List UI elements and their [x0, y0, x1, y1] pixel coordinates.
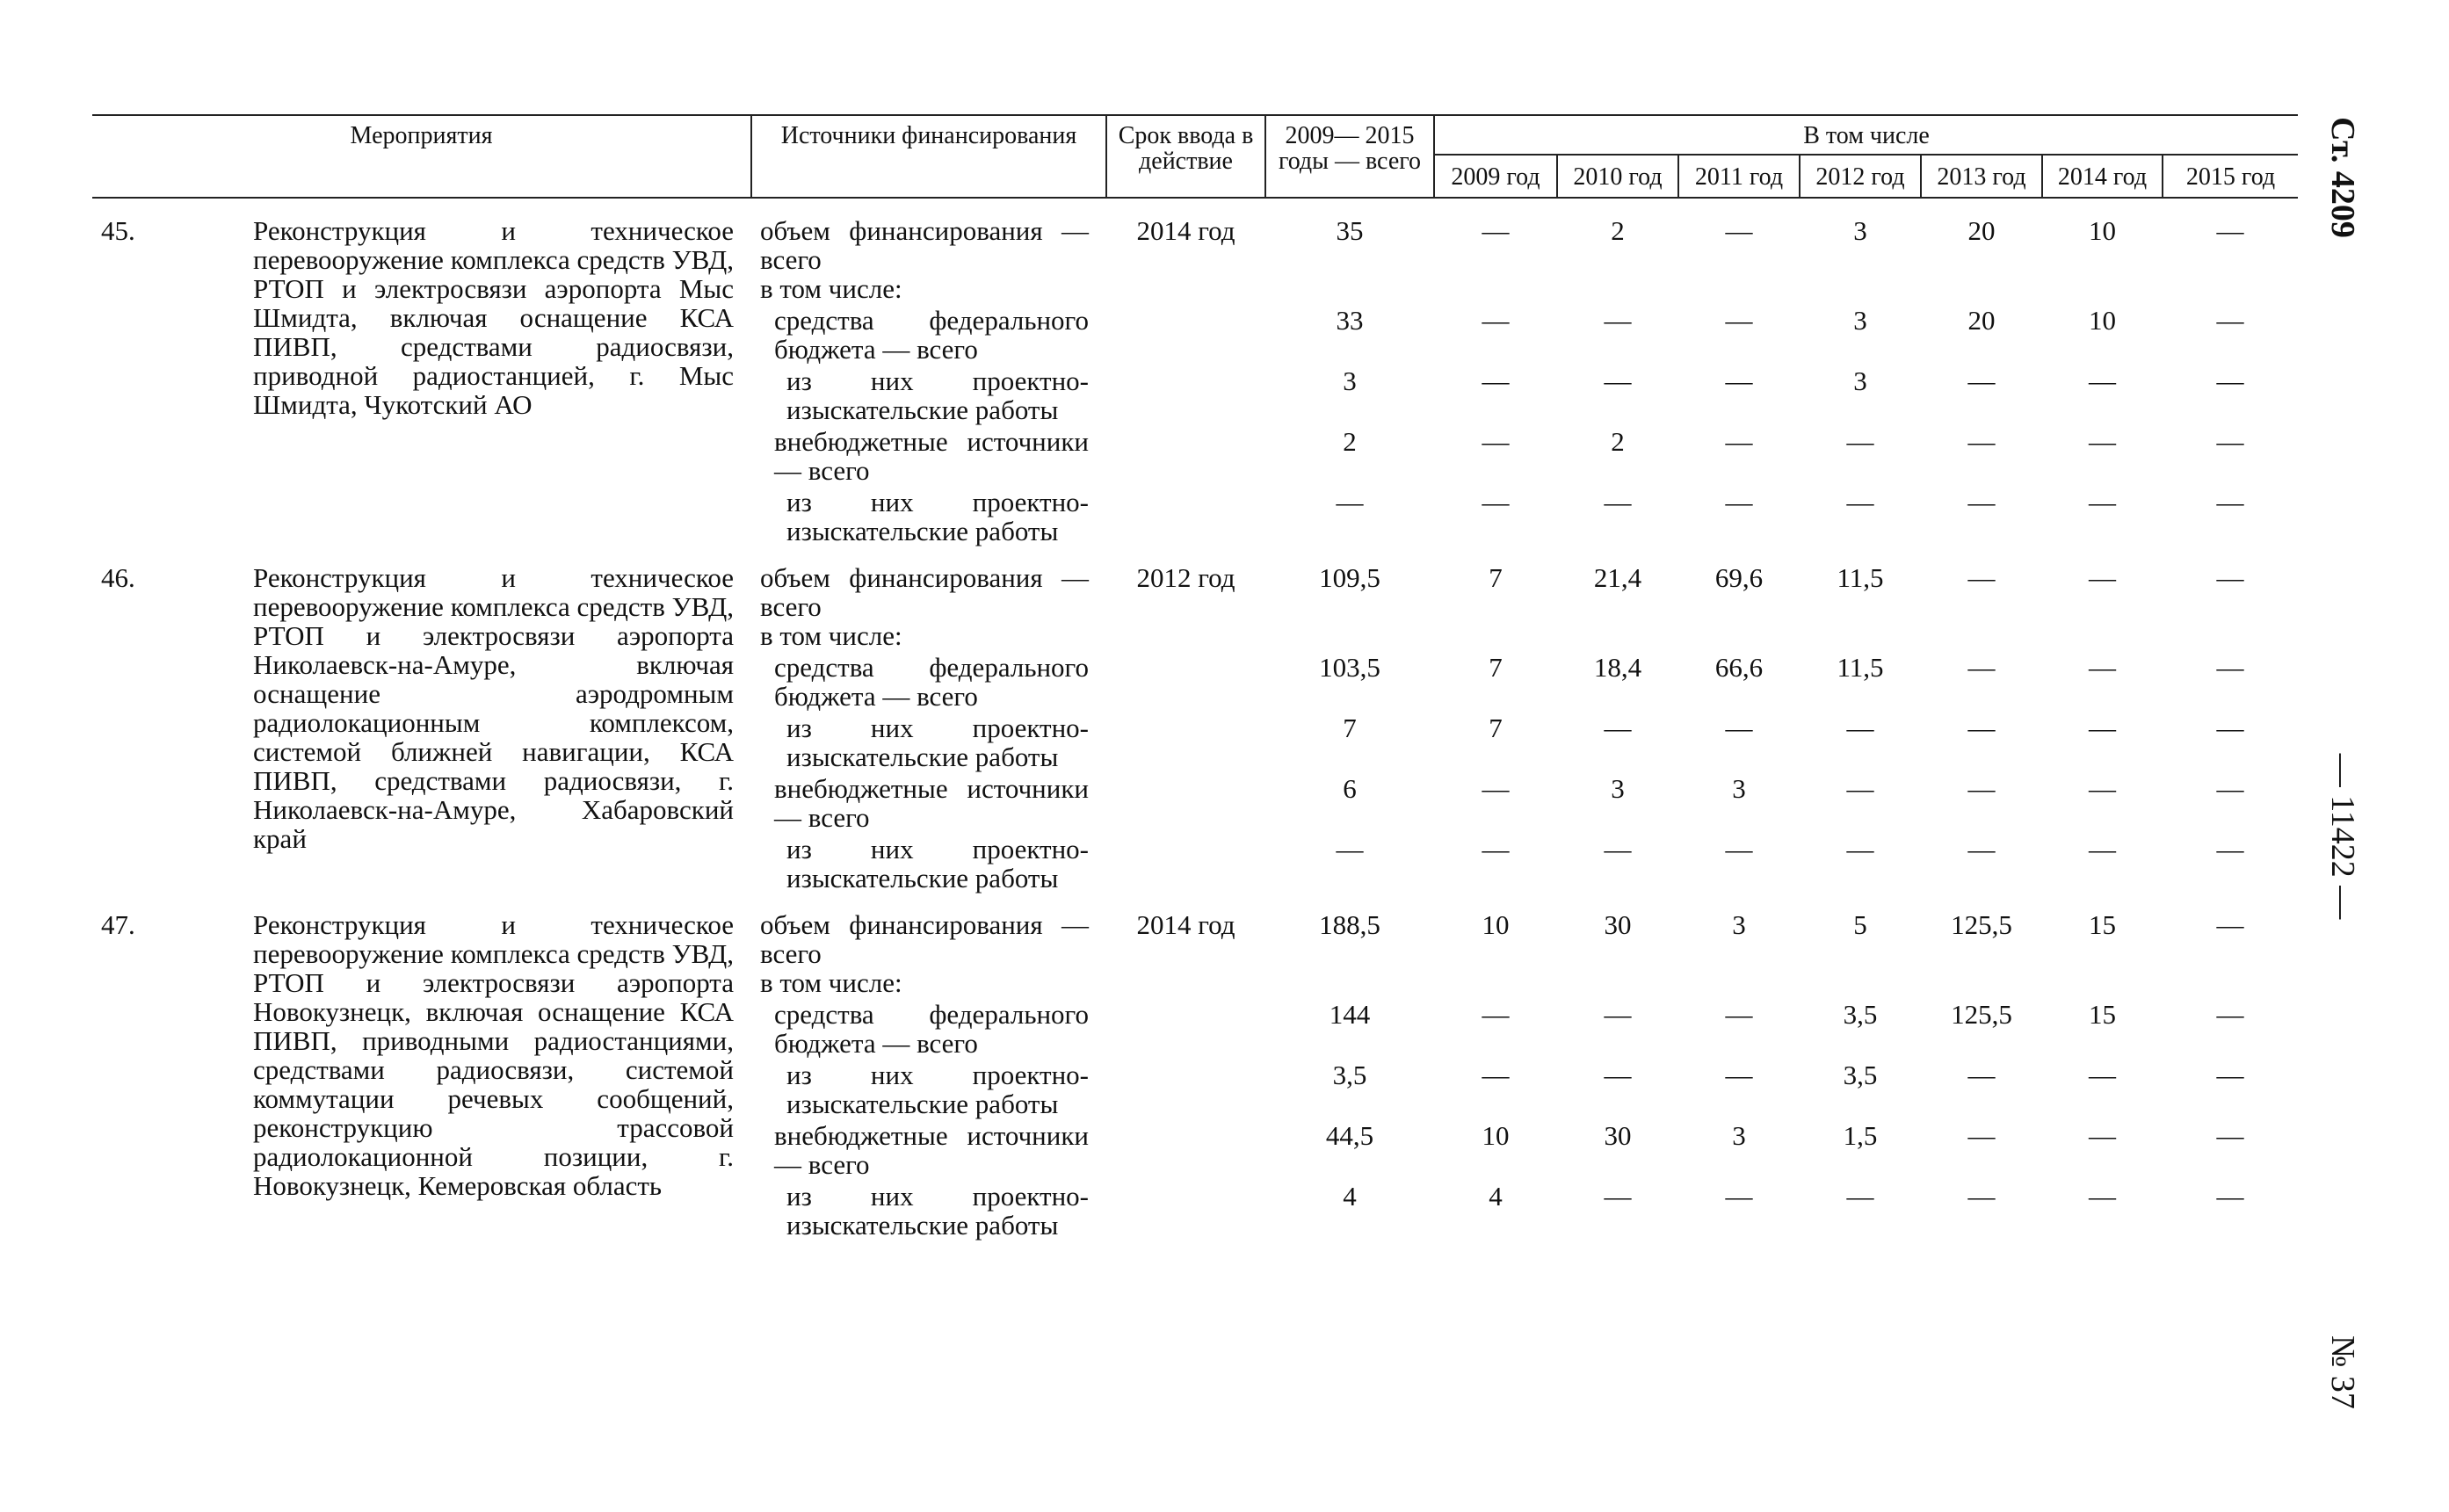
- year-value-empty: [1800, 621, 1921, 650]
- funding-source-label: в том числе:: [760, 967, 902, 998]
- commissioning-term: 2014 год: [1136, 215, 1235, 246]
- funding-source: [751, 893, 1106, 968]
- year-value: 7: [1489, 713, 1503, 743]
- header-events: Мероприятия: [92, 115, 751, 198]
- issue-number: № 37: [2324, 1335, 2361, 1409]
- year-value: 3: [1732, 909, 1746, 940]
- year-value-empty: [1678, 621, 1800, 650]
- header-year: 2015 год: [2163, 155, 2298, 198]
- year-value: 11,5: [1837, 562, 1884, 593]
- year-value: —: [2089, 365, 2116, 396]
- header-year: 2012 год: [1800, 155, 1921, 198]
- year-value: —: [1604, 365, 1632, 396]
- year-value: —: [1846, 1181, 1874, 1212]
- year-value: —: [1604, 999, 1632, 1030]
- commissioning-term-empty: [1106, 711, 1265, 771]
- year-value: —: [2216, 426, 2244, 457]
- funding-source: [751, 968, 1106, 997]
- year-value-empty: [1800, 968, 1921, 997]
- year-value: —: [1482, 773, 1510, 804]
- table-body: [92, 198, 2298, 1240]
- year-value: 3: [1853, 215, 1867, 246]
- year-value: 3: [1853, 305, 1867, 336]
- funding-source: [751, 485, 1106, 546]
- year-value: —: [2216, 834, 2244, 865]
- funding-source: [751, 621, 1106, 650]
- year-value: —: [1967, 1181, 1996, 1212]
- year-value: —: [1967, 426, 1996, 457]
- year-value: —: [2216, 652, 2244, 683]
- item-number: 46.: [101, 562, 135, 593]
- year-value: 18,4: [1593, 652, 1642, 683]
- year-value: —: [2089, 713, 2116, 743]
- year-value: —: [1967, 1120, 1996, 1151]
- total-value: 144: [1329, 999, 1371, 1030]
- page-number: — 11422 —: [2324, 753, 2361, 920]
- year-value: —: [1725, 834, 1753, 865]
- total-value: 35: [1336, 215, 1364, 246]
- year-value-empty: [1800, 274, 1921, 303]
- year-value: —: [1482, 215, 1510, 246]
- year-value: —: [1846, 426, 1874, 457]
- commissioning-term-empty: [1106, 771, 1265, 832]
- year-value: —: [1482, 305, 1510, 336]
- year-value: —: [2216, 1120, 2244, 1151]
- year-value: —: [1967, 713, 1996, 743]
- funding-source: [751, 364, 1106, 424]
- year-value-empty: [2163, 621, 2298, 650]
- total-value: 4: [1343, 1181, 1357, 1212]
- year-value: —: [1725, 365, 1753, 396]
- year-value: 10: [2089, 305, 2116, 336]
- commissioning-term-empty: [1106, 650, 1265, 711]
- table-row: [92, 546, 2298, 621]
- commissioning-term-empty: [1106, 274, 1265, 303]
- funding-source-label: из них проектно-изыскательские работы: [786, 365, 1089, 425]
- total-value: 103,5: [1319, 652, 1380, 683]
- funding-source: [751, 1118, 1106, 1179]
- header-year: 2014 год: [2042, 155, 2163, 198]
- funding-source-label: из них проектно-изыскательские работы: [786, 713, 1089, 772]
- commissioning-term: 2014 год: [1136, 909, 1235, 940]
- year-value-empty: [1434, 621, 1557, 650]
- commissioning-term-empty: [1106, 303, 1265, 364]
- total-value: 6: [1343, 773, 1357, 804]
- funding-source-label: объем финансирования — всего: [760, 215, 1089, 275]
- year-value: 15: [2089, 999, 2116, 1030]
- year-value: —: [2089, 487, 2116, 517]
- year-value: —: [1967, 1060, 1996, 1090]
- funding-source-label: средства федерального бюджета — всего: [774, 305, 1089, 365]
- year-value: 2: [1611, 426, 1625, 457]
- funding-source-label: объем финансирования — всего: [760, 909, 1089, 969]
- year-value-empty: [2042, 621, 2163, 650]
- header-term: Срок ввода в действие: [1106, 115, 1265, 198]
- year-value: 10: [1482, 1120, 1510, 1151]
- year-value-empty: [1678, 968, 1800, 997]
- funding-source-label: из них проектно-изыскательские работы: [786, 487, 1089, 546]
- year-value: —: [2089, 1181, 2116, 1212]
- item-number: 47.: [101, 909, 135, 940]
- year-value: —: [1725, 426, 1753, 457]
- total-value-empty: [1265, 968, 1434, 997]
- year-value: —: [1482, 426, 1510, 457]
- year-value: 7: [1489, 652, 1503, 683]
- total-value: 188,5: [1319, 909, 1380, 940]
- year-value: —: [1604, 1060, 1632, 1090]
- funding-source: [751, 198, 1106, 274]
- funding-source-label: внебюджетные источники — всего: [774, 1120, 1089, 1180]
- year-value: —: [2216, 713, 2244, 743]
- year-value: 30: [1604, 1120, 1632, 1151]
- year-value: —: [2089, 834, 2116, 865]
- year-value: 5: [1853, 909, 1867, 940]
- year-value: —: [2089, 773, 2116, 804]
- year-value: 125,5: [1951, 999, 2012, 1030]
- item-description: Реконструкция и техническое перевооружение комплекса средств УВД, РТОП и электросвязи аэропорта Мыс Шмидта, включая оснащение КСА ПИВП, средствами радиосвязи, приводной радиостанцией, г. Мыс Шмидта, Чукотский АО: [253, 215, 734, 420]
- year-value: —: [1725, 1060, 1753, 1090]
- funding-source-label: в том числе:: [760, 273, 902, 304]
- year-value: 3,5: [1843, 999, 1878, 1030]
- header-sources: Источники финансирования: [751, 115, 1106, 198]
- year-value-empty: [2042, 274, 2163, 303]
- year-value: 125,5: [1951, 909, 2012, 940]
- year-value: —: [2216, 215, 2244, 246]
- year-value-empty: [2163, 968, 2298, 997]
- year-value: —: [1604, 487, 1632, 517]
- funding-source-label: в том числе:: [760, 620, 902, 651]
- funding-source-label: из них проектно-изыскательские работы: [786, 834, 1089, 893]
- year-value: —: [1846, 834, 1874, 865]
- header-including: В том числе: [1434, 115, 2298, 155]
- year-value: —: [2216, 773, 2244, 804]
- year-value-empty: [2042, 968, 2163, 997]
- table-header: [92, 115, 2298, 198]
- year-value: —: [2216, 487, 2244, 517]
- commissioning-term-empty: [1106, 424, 1265, 485]
- funding-source: [751, 650, 1106, 711]
- page-reference: Ст. 4209: [2324, 117, 2361, 238]
- year-value: —: [1725, 305, 1753, 336]
- year-value: —: [1482, 999, 1510, 1030]
- year-value-empty: [1557, 621, 1678, 650]
- year-value: —: [2216, 909, 2244, 940]
- commissioning-term-empty: [1106, 997, 1265, 1058]
- year-value: —: [1604, 713, 1632, 743]
- year-value: 15: [2089, 909, 2116, 940]
- year-value: —: [1604, 1181, 1632, 1212]
- total-value: 7: [1343, 713, 1357, 743]
- year-value-empty: [1678, 274, 1800, 303]
- item-description: Реконструкция и техническое перевооружение комплекса средств УВД, РТОП и электросвязи аэропорта Николаевск-на-Амуре, включая оснащение аэродромным радиолокационным комплексом, системой ближней навигации, КСА ПИВП, средствами радиосвязи, г. Николаевск-на-Амуре, Хабаровский край: [253, 562, 734, 854]
- funding-source: [751, 303, 1106, 364]
- funding-source-label: средства федерального бюджета — всего: [774, 999, 1089, 1059]
- commissioning-term-empty: [1106, 485, 1265, 546]
- commissioning-term-empty: [1106, 968, 1265, 997]
- funding-source-label: внебюджетные источники — всего: [774, 773, 1089, 833]
- total-value: 3: [1343, 365, 1357, 396]
- header-total: 2009— 2015 годы — всего: [1265, 115, 1434, 198]
- commissioning-term: 2012 год: [1136, 562, 1235, 593]
- total-value: 3,5: [1332, 1060, 1367, 1090]
- year-value: —: [2216, 305, 2244, 336]
- year-value: —: [2089, 1060, 2116, 1090]
- year-value: —: [1967, 652, 1996, 683]
- year-value: —: [1482, 487, 1510, 517]
- year-value: 7: [1489, 562, 1503, 593]
- commissioning-term-empty: [1106, 1058, 1265, 1118]
- funding-source: [751, 711, 1106, 771]
- funding-source-label: средства федерального бюджета — всего: [774, 652, 1089, 712]
- funding-source-label: внебюджетные источники — всего: [774, 426, 1089, 486]
- year-value: —: [1725, 999, 1753, 1030]
- funding-source-label: из них проектно-изыскательские работы: [786, 1181, 1089, 1241]
- year-value-empty: [1921, 968, 2042, 997]
- total-value: 33: [1336, 305, 1364, 336]
- year-value: 21,4: [1593, 562, 1642, 593]
- total-value-empty: [1265, 621, 1434, 650]
- year-value: —: [1967, 562, 1996, 593]
- year-value: —: [1604, 834, 1632, 865]
- total-value: —: [1336, 834, 1364, 865]
- year-value: —: [1725, 487, 1753, 517]
- year-value: —: [1846, 773, 1874, 804]
- header-year: 2013 год: [1921, 155, 2042, 198]
- year-value-empty: [1921, 621, 2042, 650]
- year-value: 10: [2089, 215, 2116, 246]
- year-value: 2: [1611, 215, 1625, 246]
- year-value: 69,6: [1714, 562, 1764, 593]
- year-value: 4: [1489, 1181, 1503, 1212]
- total-value-empty: [1265, 274, 1434, 303]
- total-value: 2: [1343, 426, 1357, 457]
- year-value: —: [1967, 834, 1996, 865]
- year-value: —: [1967, 773, 1996, 804]
- funding-source: [751, 424, 1106, 485]
- year-value: —: [1967, 487, 1996, 517]
- year-value: 3: [1853, 365, 1867, 396]
- funding-source-label: объем финансирования — всего: [760, 562, 1089, 622]
- year-value: —: [2216, 562, 2244, 593]
- year-value: —: [1482, 834, 1510, 865]
- year-value: —: [2089, 426, 2116, 457]
- funding-source: [751, 832, 1106, 893]
- commissioning-term-empty: [1106, 621, 1265, 650]
- year-value: —: [1482, 1060, 1510, 1090]
- year-value: 20: [1967, 215, 1996, 246]
- year-value-empty: [1557, 968, 1678, 997]
- year-value: —: [1846, 487, 1874, 517]
- year-value: 30: [1604, 909, 1632, 940]
- total-value: 109,5: [1319, 562, 1380, 593]
- item-number: 45.: [101, 215, 135, 246]
- year-value: —: [1604, 305, 1632, 336]
- year-value: —: [1725, 713, 1753, 743]
- commissioning-term-empty: [1106, 1179, 1265, 1240]
- funding-source: [751, 1058, 1106, 1118]
- year-value: —: [2216, 1060, 2244, 1090]
- year-value: 3: [1732, 773, 1746, 804]
- year-value: —: [2216, 999, 2244, 1030]
- year-value: 3,5: [1843, 1060, 1878, 1090]
- year-value: —: [2089, 1120, 2116, 1151]
- year-value: —: [2216, 1181, 2244, 1212]
- table-row: [92, 198, 2298, 274]
- year-value: —: [1846, 713, 1874, 743]
- year-value: —: [1725, 1181, 1753, 1212]
- funding-source: [751, 771, 1106, 832]
- header-year: 2011 год: [1678, 155, 1800, 198]
- year-value: 1,5: [1843, 1120, 1878, 1151]
- funding-source: [751, 274, 1106, 303]
- year-value: 11,5: [1837, 652, 1884, 683]
- table-row: [92, 893, 2298, 968]
- commissioning-term-empty: [1106, 832, 1265, 893]
- item-description: Реконструкция и техническое перевооружение комплекса средств УВД, РТОП и электросвязи аэропорта Новокузнецк, включая оснащение КСА ПИВП, приводными радиостанциями, средствами радиосвязи, системой коммутации речевых сообщений, реконструкцию трассовой радиолокационной позиции, г. Новокузнецк, Кемеровская область: [253, 909, 734, 1201]
- year-value: —: [2089, 652, 2116, 683]
- header-year: 2010 год: [1557, 155, 1678, 198]
- year-value-empty: [1434, 274, 1557, 303]
- commissioning-term-empty: [1106, 364, 1265, 424]
- year-value: —: [2216, 365, 2244, 396]
- year-value: —: [1967, 365, 1996, 396]
- measures-table: [92, 114, 2298, 1240]
- funding-source-label: из них проектно-изыскательские работы: [786, 1060, 1089, 1119]
- year-value: 3: [1732, 1120, 1746, 1151]
- funding-source: [751, 546, 1106, 621]
- header-year: 2009 год: [1434, 155, 1557, 198]
- year-value: 10: [1482, 909, 1510, 940]
- year-value: 3: [1611, 773, 1625, 804]
- total-value: 44,5: [1325, 1120, 1374, 1151]
- commissioning-term-empty: [1106, 1118, 1265, 1179]
- year-value: —: [1725, 215, 1753, 246]
- year-value-empty: [1921, 274, 2042, 303]
- year-value: 20: [1967, 305, 1996, 336]
- year-value: 66,6: [1714, 652, 1764, 683]
- year-value: —: [1482, 365, 1510, 396]
- year-value-empty: [1434, 968, 1557, 997]
- total-value: —: [1336, 487, 1364, 517]
- funding-source: [751, 1179, 1106, 1240]
- year-value-empty: [1557, 274, 1678, 303]
- funding-source: [751, 997, 1106, 1058]
- year-value: —: [2089, 562, 2116, 593]
- year-value-empty: [2163, 274, 2298, 303]
